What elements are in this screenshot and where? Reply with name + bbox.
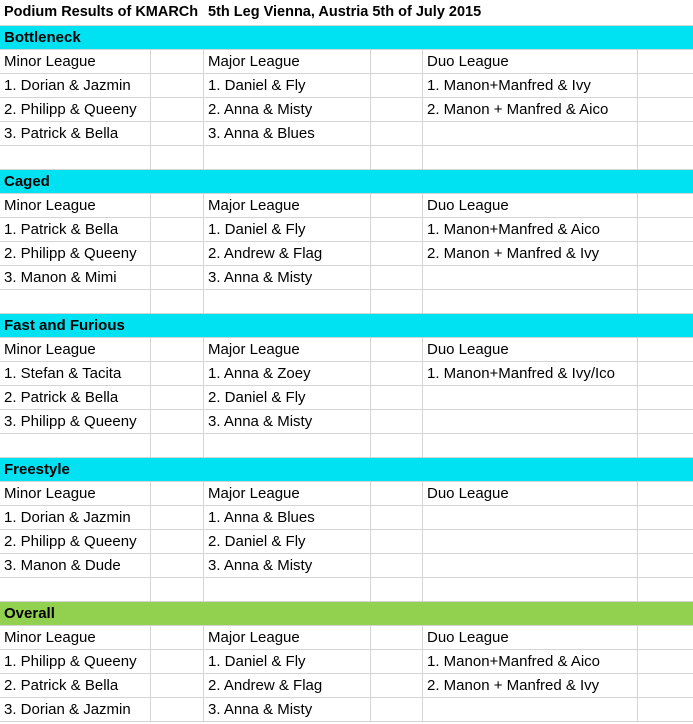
- league-header-row: [0, 194, 693, 218]
- minor-result: 3. Patrick & Bella: [4, 125, 119, 142]
- section-header-bottleneck[interactable]: [0, 26, 693, 50]
- major-result: 2. Daniel & Fly: [208, 533, 306, 550]
- table-row: [0, 218, 693, 242]
- section-title: Freestyle: [4, 461, 70, 478]
- major-result: 3. Anna & Misty: [208, 269, 313, 286]
- minor-result: 1. Philipp & Queeny: [4, 653, 137, 670]
- minor-league-header: Minor League: [4, 53, 96, 70]
- duo-result: 1. Manon+Manfred & Ivy/Ico: [427, 365, 616, 382]
- duo-result: 1. Manon+Manfred & Aico: [427, 221, 601, 238]
- minor-result: 3. Manon & Dude: [4, 557, 121, 574]
- table-row: [0, 242, 693, 266]
- duo-league-header: Duo League: [427, 341, 509, 358]
- major-league-header: Major League: [208, 197, 300, 214]
- major-result: 3. Anna & Misty: [208, 557, 313, 574]
- section-header-freestyle[interactable]: [0, 458, 693, 482]
- table-row: [0, 386, 693, 410]
- duo-result: 2. Manon + Manfred & Ivy: [427, 245, 600, 262]
- duo-result: 1. Manon+Manfred & Ivy: [427, 77, 591, 94]
- table-row: [0, 698, 693, 722]
- major-league-header: Major League: [208, 485, 300, 502]
- title-right: 5th Leg Vienna, Austria 5th of July 2015: [208, 4, 482, 20]
- table-row: [0, 506, 693, 530]
- empty-row: [0, 578, 693, 602]
- table-row: [0, 98, 693, 122]
- subtitle-cell[interactable]: [204, 0, 481, 25]
- section-title: Overall: [4, 605, 55, 622]
- major-result: 1. Anna & Blues: [208, 509, 315, 526]
- major-result: 2. Andrew & Flag: [208, 245, 323, 262]
- section-title: Bottleneck: [4, 29, 81, 46]
- table-row: [0, 530, 693, 554]
- title-left: Podium Results of KMARCh: [4, 4, 199, 20]
- minor-result: 1. Stefan & Tacita: [4, 365, 122, 382]
- section-header-fast-and-furious[interactable]: [0, 314, 693, 338]
- duo-league-header: Duo League: [427, 197, 509, 214]
- table-row: [0, 122, 693, 146]
- major-result: 1. Anna & Zoey: [208, 365, 311, 382]
- major-result: 1. Daniel & Fly: [208, 77, 306, 94]
- minor-result: 2. Patrick & Bella: [4, 677, 119, 694]
- major-result: 3. Anna & Blues: [208, 125, 315, 142]
- major-league-header: Major League: [208, 629, 300, 646]
- league-header-row: [0, 482, 693, 506]
- duo-league-header: Duo League: [427, 629, 509, 646]
- league-header-row: [0, 626, 693, 650]
- major-result: 2. Anna & Misty: [208, 101, 313, 118]
- duo-league-header: Duo League: [427, 485, 509, 502]
- minor-league-header: Minor League: [4, 197, 96, 214]
- section-title: Fast and Furious: [4, 317, 125, 334]
- minor-result: 3. Manon & Mimi: [4, 269, 117, 286]
- minor-result: 3. Philipp & Queeny: [4, 413, 137, 430]
- section-title: Caged: [4, 173, 50, 190]
- league-header-row: [0, 50, 693, 74]
- table-row: [0, 554, 693, 578]
- major-result: 3. Anna & Misty: [208, 701, 313, 718]
- minor-result: 2. Patrick & Bella: [4, 389, 119, 406]
- table-row: [0, 650, 693, 674]
- major-league-header: Major League: [208, 53, 300, 70]
- major-result: 1. Daniel & Fly: [208, 653, 306, 670]
- duo-league-header: Duo League: [427, 53, 509, 70]
- major-result: 1. Daniel & Fly: [208, 221, 306, 238]
- table-row: [0, 410, 693, 434]
- empty-row: [0, 146, 693, 170]
- section-header-caged[interactable]: [0, 170, 693, 194]
- minor-result: 1. Dorian & Jazmin: [4, 77, 131, 94]
- table-row: [0, 74, 693, 98]
- major-result: 3. Anna & Misty: [208, 413, 313, 430]
- major-league-header: Major League: [208, 341, 300, 358]
- minor-league-header: Minor League: [4, 341, 96, 358]
- duo-result: 2. Manon + Manfred & Aico: [427, 101, 609, 118]
- minor-result: 2. Philipp & Queeny: [4, 101, 137, 118]
- minor-result: 3. Dorian & Jazmin: [4, 701, 131, 718]
- table-row: [0, 362, 693, 386]
- minor-result: 2. Philipp & Queeny: [4, 533, 137, 550]
- title-row: [0, 0, 693, 26]
- empty-row: [0, 290, 693, 314]
- table-row: [0, 266, 693, 290]
- title-cell[interactable]: [0, 0, 199, 25]
- league-header-row: [0, 338, 693, 362]
- major-result: 2. Daniel & Fly: [208, 389, 306, 406]
- minor-league-header: Minor League: [4, 629, 96, 646]
- empty-row: [0, 434, 693, 458]
- minor-league-header: Minor League: [4, 485, 96, 502]
- duo-result: 2. Manon + Manfred & Ivy: [427, 677, 600, 694]
- table-row: [0, 674, 693, 698]
- minor-result: 1. Dorian & Jazmin: [4, 509, 131, 526]
- duo-result: 1. Manon+Manfred & Aico: [427, 653, 601, 670]
- minor-result: 1. Patrick & Bella: [4, 221, 119, 238]
- minor-result: 2. Philipp & Queeny: [4, 245, 137, 262]
- major-result: 2. Andrew & Flag: [208, 677, 323, 694]
- section-header-overall[interactable]: [0, 602, 693, 626]
